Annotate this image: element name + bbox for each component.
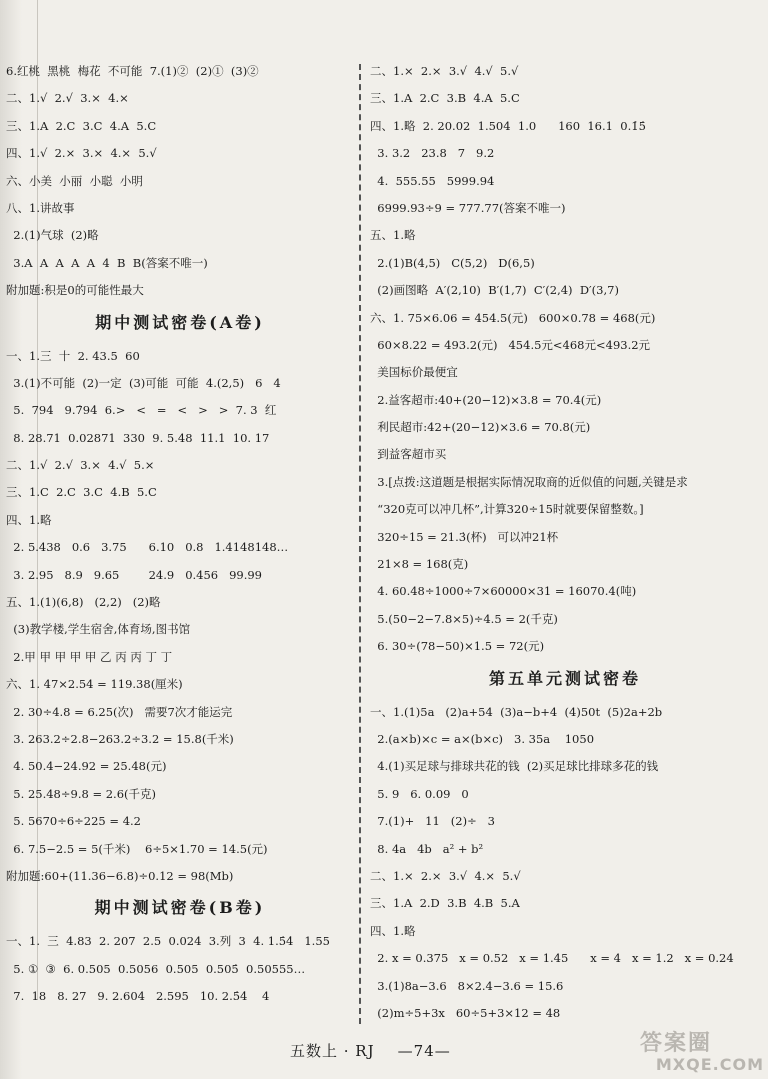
answer-line: 六、小美 小丽 小聪 小明 (6, 173, 143, 188)
answer-line: 2. 30÷4.8 = 6.25(次) 需要7次才能运完 (6, 704, 233, 719)
answer-line: 5. 9 6. 0.09 0 (370, 786, 469, 801)
answer-line: 6999.93÷9 = 777.77(答案不唯一) (370, 200, 566, 215)
answer-line: 五、1.略 (370, 228, 416, 243)
answer-line: 320÷15 = 21.3̇(杯) 可以冲21杯 (370, 529, 559, 544)
answer-line: 二、1.× 2.× 3.√ 4.√ 5.√ (370, 64, 519, 78)
answer-line: 2. x = 0.375 x = 0.52 x = 1.45 x = 4 x = 1.2 x = 0.24 (370, 951, 734, 966)
answer-line: 5. 794 9.7̇94̇ 6.> < = < > > 7. 3 红 (6, 403, 277, 418)
section-title: 第五单元测试密卷 (488, 668, 641, 688)
answer-line: 四、1.略 (370, 923, 416, 938)
answer-line: (2)m÷5+3x 60÷5+3×12 = 48 (370, 1005, 561, 1020)
answer-line: 二、1.√ 2.√ 3.× 4.√ 5.× (6, 458, 155, 473)
answer-line: 附加题:60+(11.36−6.8)÷0.12 = 98(Mb) (6, 868, 234, 883)
answer-line: (3)教学楼,学生宿舍,体育场,图书馆 (6, 622, 191, 637)
answer-line: 一、1.三 十 2. 43.5 60 (6, 348, 140, 363)
answer-line: 二、1.√ 2.√ 3.× 4.× (6, 91, 129, 106)
answer-line: 8. 4a 4b a² + b² (370, 841, 484, 856)
answer-line: 3. 3.2 23.8 7 9.2 (370, 146, 495, 161)
answer-line: 2.甲 甲 甲 甲 甲 乙 丙 丙 丁 丁 (6, 649, 173, 664)
answer-line: 3.(1)8a−3.6 8×2.4−3.6 = 15.6 (370, 978, 564, 993)
answer-line: 6.红桃 黑桃 梅花 不可能 7.(1)② (2)① (3)② (6, 64, 259, 78)
answer-line: 三、1.A 2.D 3.B 4.B 5.A (370, 896, 520, 911)
answer-line: 六、1. 47×2.54 = 119.38(厘米) (6, 677, 183, 692)
answer-line: 4. 50.4−24.92 = 25.48(元) (6, 759, 167, 774)
answer-line: 4.(1)买足球与排球共花的钱 (2)买足球比排球多花的钱 (370, 759, 659, 774)
answer-line: (2)画图略 A′(2,10) B′(1,7) C′(2,4) D′(3,7) (370, 283, 619, 298)
right-column (370, 64, 760, 1033)
section-title: 期中测试密卷(A卷) (95, 312, 265, 332)
answer-line: 6. 7.5−2.5 = 5(千米) 6÷5×1.70 = 14.5(元) (6, 841, 268, 856)
answer-line: 3.(1)不可能 (2)一定 (3)可能 可能 4.(2,5) 6 4 (6, 375, 281, 390)
answer-line: 六、1. 75×6.06 = 454.5(元) 600×0.78 = 468(元) (370, 310, 656, 325)
answer-line: 2. 5.438 0.6 3.75 6.10 0.8 1.4148148… (6, 540, 289, 555)
watermark-text-bottom: MXQE.COM (655, 1055, 764, 1074)
answer-line: 利民超市:42+(20−12)×3.6 = 70.8(元) (370, 420, 591, 435)
answer-line: 4. 555.55 5999.94 (370, 173, 495, 188)
answer-line: 五、1.(1)(6,8) (2,2) (2)略 (6, 595, 161, 610)
answer-line: 7. 18 8. 27 9. 2.604 2.595 10. 2.5̇4̇ 4 (6, 989, 270, 1004)
answer-line: 2.益客超市:40+(20−12)×3.8 = 70.4(元) (370, 392, 602, 407)
answer-line: 三、1.A 2.C 3.B 4.A 5.C (370, 91, 520, 106)
answer-line: 四、1.略 (6, 512, 52, 527)
answer-line: 6. 30÷(78−50)×1.5 = 72(元) (370, 639, 545, 654)
answer-line: 附加题:积是0的可能性最大 (6, 283, 144, 298)
answer-line: 二、1.× 2.× 3.√ 4.× 5.√ (370, 868, 521, 883)
answer-line: 三、1.A 2.C 3.C 4.A 5.C (6, 118, 157, 133)
answer-line: 4. 60.48÷1000÷7×60000×31 = 16070.4(吨) (370, 584, 637, 599)
answer-line: 21×8 = 168(克) (370, 557, 469, 572)
answer-line: 3.[点拨:这道题是根据实际情况取商的近似值的问题,关键是求 (370, 474, 688, 489)
answer-line: 2.(1)气球 (2)略 (6, 228, 99, 243)
answer-line: 八、1.讲故事 (6, 200, 75, 215)
answer-line: “320克可以冲几杯”,计算320÷15时就要保留整数。] (370, 502, 644, 517)
answer-line: 2.(1)B(4,5) C(5,2) D(6,5) (370, 255, 535, 270)
answer-line: 四、1.略 2. 20.02 1.504 1.0 160 16.1 0.1̇5̇ (370, 118, 646, 133)
answer-line: 美国标价最便宜 (370, 365, 458, 380)
answer-line: 5. ① ③ 6. 0.505 0.5056 0.505 0.505̇ 0.50555… (6, 961, 306, 976)
watermark-text-top: 答案圈 (640, 1031, 713, 1056)
answer-line: 8. 28.71 0.02871 330 9. 5.48 11.1 10. 17 (6, 430, 270, 445)
page-footer: 五数上 · RJ —74— (290, 1042, 451, 1060)
watermark-logo (640, 1032, 764, 1076)
answer-line: 三、1.C 2.C 3.C 4.B 5.C (6, 485, 157, 500)
answer-line: 5. 25.48÷9.8 = 2.6(千克) (6, 786, 156, 801)
column-divider (359, 64, 361, 1024)
answer-line: 一、1.(1)5a (2)a+54 (3)a−b+4 (4)50t (5)2a+2b (370, 704, 663, 719)
answer-line: 四、1.√ 2.× 3.× 4.× 5.√ (6, 146, 157, 161)
answer-line: 一、1. 三 4.83 2. 207 2.5 0.024 3.列 3 4. 1.5̇4̇ 1.55 (6, 934, 330, 949)
left-column (6, 64, 354, 1017)
answer-line: 7.(1)+ 11 (2)÷ 3 (370, 814, 495, 829)
answer-line: 60×8.22 = 493.2(元) 454.5元<468元<493.2元 (370, 337, 651, 352)
answer-line: 到益客超市买 (370, 447, 447, 462)
answer-line: 3. 2.95 8.9 9.65 24.9 0.456 99.99 (6, 567, 262, 582)
answer-line: 5. 5670÷6÷225 = 4.2 (6, 814, 141, 829)
answer-line: 3.A A A A A 4 B B(答案不唯一) (6, 255, 208, 270)
section-title: 期中测试密卷(B卷) (94, 898, 266, 918)
answer-line: 3. 263.2÷2.8−263.2÷3.2 = 15.8(千米) (6, 731, 234, 746)
answer-line: 2.(a×b)×c = a×(b×c) 3. 35a 1050 (370, 731, 595, 746)
answer-line: 5.(50−2−7.8×5)÷4.5 = 2(千克) (370, 611, 558, 626)
